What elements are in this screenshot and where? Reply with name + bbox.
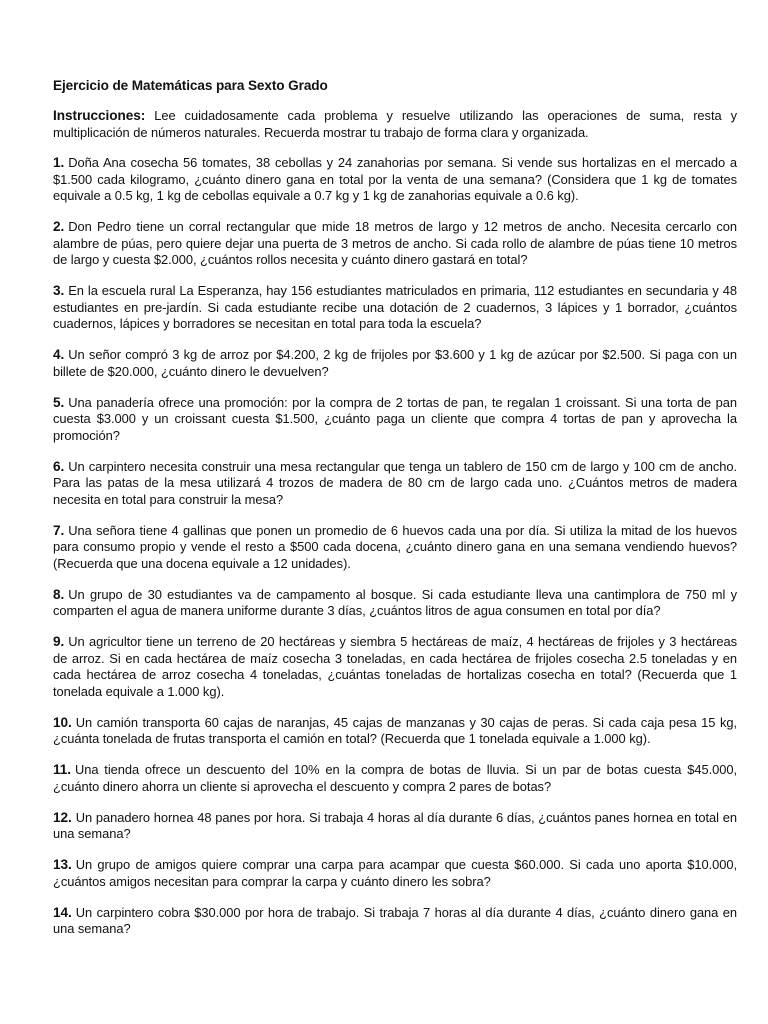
instructions-label: Instrucciones: bbox=[53, 108, 146, 123]
problem-number: 7. bbox=[53, 522, 65, 538]
problem-text: Un grupo de 30 estudiantes va de campamento al bosque. Si cada estudiante lleva una cantimplora de 750 ml y comparten el agua de manera uniforme durante 3 días, ¿cuántos litros de agua consumen en total por día? bbox=[53, 586, 737, 618]
problem-number: 4. bbox=[53, 347, 65, 362]
problem-number: 9. bbox=[53, 634, 65, 649]
problem-number: 11. bbox=[53, 762, 71, 777]
problem-item bbox=[53, 155, 737, 205]
problem-text: Un carpintero cobra $30.000 por hora de trabajo. Si trabaja 7 horas al día durante 4 días, ¿cuánto dinero gana en una semana? bbox=[53, 904, 737, 936]
document-title: Ejercicio de Matemáticas para Sexto Grado bbox=[53, 78, 328, 93]
problem-text: Don Pedro tiene un corral rectangular que mide 18 metros de largo y 12 metros de ancho. Necesita cercarlo con alambre de púas, pero quiere dejar una puerta de 3 metros de ancho. Si cada rollo de alambre de púas tiene 10 metros de largo y cuesta $2.000, ¿cuántos rollos necesita y cuánto dinero gastará en total? bbox=[53, 219, 737, 267]
problem-text: Una señora tiene 4 gallinas que ponen un promedio de 6 huevos cada una por día. Si utiliza la mitad de los huevos para consumo propio y vende el resto a $500 cada docena, ¿cuánto dinero gana en una semana vendiendo huevos? (Recuerda que una docena equivale a 12 unidades). bbox=[53, 522, 737, 571]
problem-text: Un agricultor tiene un terreno de 20 hectáreas y siembra 5 hectáreas de maíz, 4 hectáreas de frijoles y 3 hectáreas de arroz. Si en cada hectárea de maíz cosecha 3 toneladas, en cada hectárea de frijoles cosecha 2.5 toneladas y en cada hectárea de arroz cosecha 4 toneladas, ¿cuántas toneladas de hortalizas cosecha en total? (Recuerda que 1 tonelada equivale a 1.000 kg). bbox=[53, 634, 737, 699]
instructions bbox=[53, 108, 737, 141]
problem-item bbox=[53, 347, 737, 380]
problem-item bbox=[53, 857, 737, 890]
problem-text: En la escuela rural La Esperanza, hay 156 estudiantes matriculados en primaria, 112 estudiantes en secundaria y 48 estudiantes en pre-jardín. Si cada estudiante recibe una dotación de 2 cuadernos, 3 lápices y 1 borrador, ¿cuántos cuadernos, lápices y borradores se necesitan en total para toda la escuela? bbox=[53, 283, 737, 331]
problem-number: 6. bbox=[53, 458, 65, 474]
problem-item bbox=[53, 762, 737, 795]
problem-text: Un camión transporta 60 cajas de naranjas, 45 cajas de manzanas y 30 cajas de peras. Si cada caja pesa 15 kg, ¿cuánta tonelada de frutas transporta el camión en total? (Recuerda que 1 tonelada equivale a 1.000 kg). bbox=[53, 714, 737, 746]
problem-number: 2. bbox=[53, 219, 65, 234]
problem-number: 14. bbox=[53, 904, 72, 920]
problem-number: 5. bbox=[53, 394, 65, 410]
problem-item bbox=[53, 810, 737, 843]
problem-list bbox=[53, 155, 737, 938]
problem-item bbox=[53, 395, 737, 445]
problem-item bbox=[53, 905, 737, 938]
problem-item bbox=[53, 634, 737, 700]
problem-text: Un grupo de amigos quiere comprar una carpa para acampar que cuesta $60.000. Si cada uno aporta $10.000, ¿cuántos amigos necesitan para comprar la carpa y cuánto dinero les sobra? bbox=[53, 857, 737, 889]
problem-number: 8. bbox=[53, 586, 65, 602]
problem-text: Un carpintero necesita construir una mesa rectangular que tenga un tablero de 150 cm de largo y 100 cm de ancho. Para las patas de la mesa utilizará 4 trozos de madera de 80 cm de largo cada uno. ¿Cuántos metros de madera necesita en total para construir la mesa? bbox=[53, 458, 737, 507]
problem-number: 12. bbox=[53, 809, 72, 825]
problem-text: Un señor compró 3 kg de arroz por $4.200, 2 kg de frijoles por $3.600 y 1 kg de azúcar por $2.500. Si paga con un billete de $20.000, ¿cuánto dinero le devuelven? bbox=[53, 347, 737, 379]
problem-number: 1. bbox=[53, 155, 65, 170]
problem-number: 3. bbox=[53, 283, 65, 298]
problem-item bbox=[53, 715, 737, 748]
problem-number: 10. bbox=[53, 714, 72, 730]
problem-item bbox=[53, 283, 737, 333]
instructions-text: Lee cuidadosamente cada problema y resuelve utilizando las operaciones de suma, resta y multiplicación de números naturales. Recuerda mostrar tu trabajo de forma clara y organizada. bbox=[53, 108, 737, 140]
problem-item bbox=[53, 219, 737, 269]
problem-text: Una tienda ofrece un descuento del 10% en la compra de botas de lluvia. Si un par de botas cuesta $45.000, ¿cuánto dinero ahorra un cliente si aprovecha el descuento y compra 2 pares de botas? bbox=[53, 762, 737, 794]
problem-text: Una panadería ofrece una promoción: por la compra de 2 tortas de pan, te regalan 1 croissant. Si una torta de pan cuesta $3.000 y un croissant cuesta $1.500, ¿cuánto paga un cliente que compra 4 tortas de pan y aprovecha la promoción? bbox=[53, 394, 737, 443]
problem-item bbox=[53, 523, 737, 573]
problem-text: Un panadero hornea 48 panes por hora. Si trabaja 4 horas al día durante 6 días, ¿cuántos panes hornea en total en una semana? bbox=[53, 809, 737, 841]
problem-text: Doña Ana cosecha 56 tomates, 38 cebollas y 24 zanahorias por semana. Si vende sus hortalizas en el mercado a $1.500 cada kilogramo, ¿cuánto dinero gana en total por la venta de una semana? (Considera que 1 kg de tomates equivale a 0.5 kg, 1 kg de cebollas equivale a 0.7 kg y 1 kg de zanahorias equivale a 0.6 kg). bbox=[53, 155, 737, 203]
problem-number: 13. bbox=[53, 857, 72, 872]
problem-item bbox=[53, 459, 737, 509]
problem-item bbox=[53, 587, 737, 620]
